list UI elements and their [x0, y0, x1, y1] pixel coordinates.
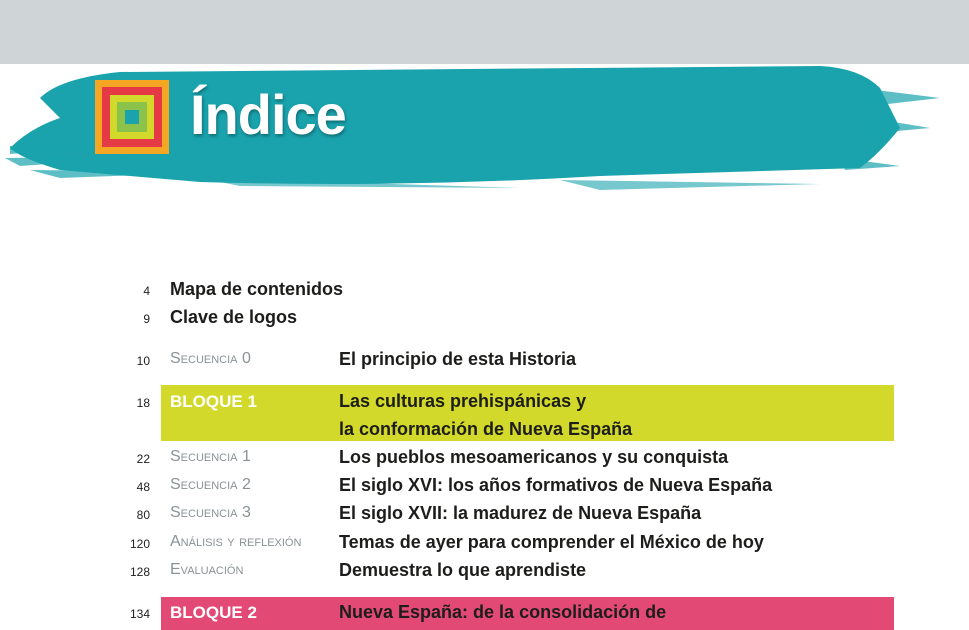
page-number: 120	[129, 537, 150, 551]
entry-label-line1: Las culturas prehispánicas y	[339, 391, 587, 411]
section-kind: Secuencia 1	[170, 448, 251, 465]
page-number: 4	[143, 284, 150, 298]
page-title: Índice	[190, 83, 346, 146]
bloque-label: BLOQUE 2	[170, 603, 257, 622]
section-kind: Análisis y reflexión	[170, 533, 302, 550]
entry-label: El siglo XVI: los años formativos de Nueva España	[339, 475, 773, 495]
page-number: 48	[136, 480, 150, 494]
toc-entry-bloque-1-cont	[120, 416, 895, 444]
section-kind: Secuencia 3	[170, 504, 251, 521]
entry-label: Los pueblos mesoamericanos y su conquista	[339, 447, 729, 467]
bloque-label: BLOQUE 1	[170, 392, 257, 411]
toc-entry[interactable]	[120, 500, 895, 528]
page-number: 80	[136, 508, 150, 522]
entry-label: Demuestra lo que aprendiste	[339, 560, 587, 580]
entry-label: Mapa de contenidos	[170, 279, 344, 299]
toc-entry[interactable]	[120, 276, 895, 304]
page-number: 128	[129, 565, 150, 579]
page-number: 134	[129, 607, 150, 621]
entry-label-line2: la conformación de Nueva España	[339, 419, 633, 439]
section-kind: Secuencia 2	[170, 476, 251, 493]
toc-entry[interactable]	[120, 444, 895, 472]
entry-label: El principio de esta Historia	[339, 349, 577, 369]
page-number: 10	[136, 354, 150, 368]
entry-label: Temas de ayer para comprender el México de hoy	[339, 532, 764, 552]
toc-entry-bloque-2[interactable]	[120, 599, 895, 627]
toc-entry-bloque-1[interactable]	[120, 388, 895, 416]
toc-entry[interactable]	[120, 346, 895, 374]
page-number: 18	[136, 396, 150, 410]
entry-label: Nueva España: de la consolidación de	[339, 602, 667, 622]
page-number: 22	[136, 452, 150, 466]
toc-entry[interactable]	[120, 557, 895, 585]
toc-entry[interactable]	[120, 304, 895, 332]
page-number: 9	[143, 312, 150, 326]
toc-entry[interactable]	[120, 472, 895, 500]
entry-label: Clave de logos	[170, 307, 298, 327]
entry-label: El siglo XVII: la madurez de Nueva España	[339, 503, 702, 523]
section-kind: Secuencia 0	[170, 350, 251, 367]
section-kind: Evaluación	[170, 561, 244, 578]
toc-entry[interactable]	[120, 529, 895, 557]
